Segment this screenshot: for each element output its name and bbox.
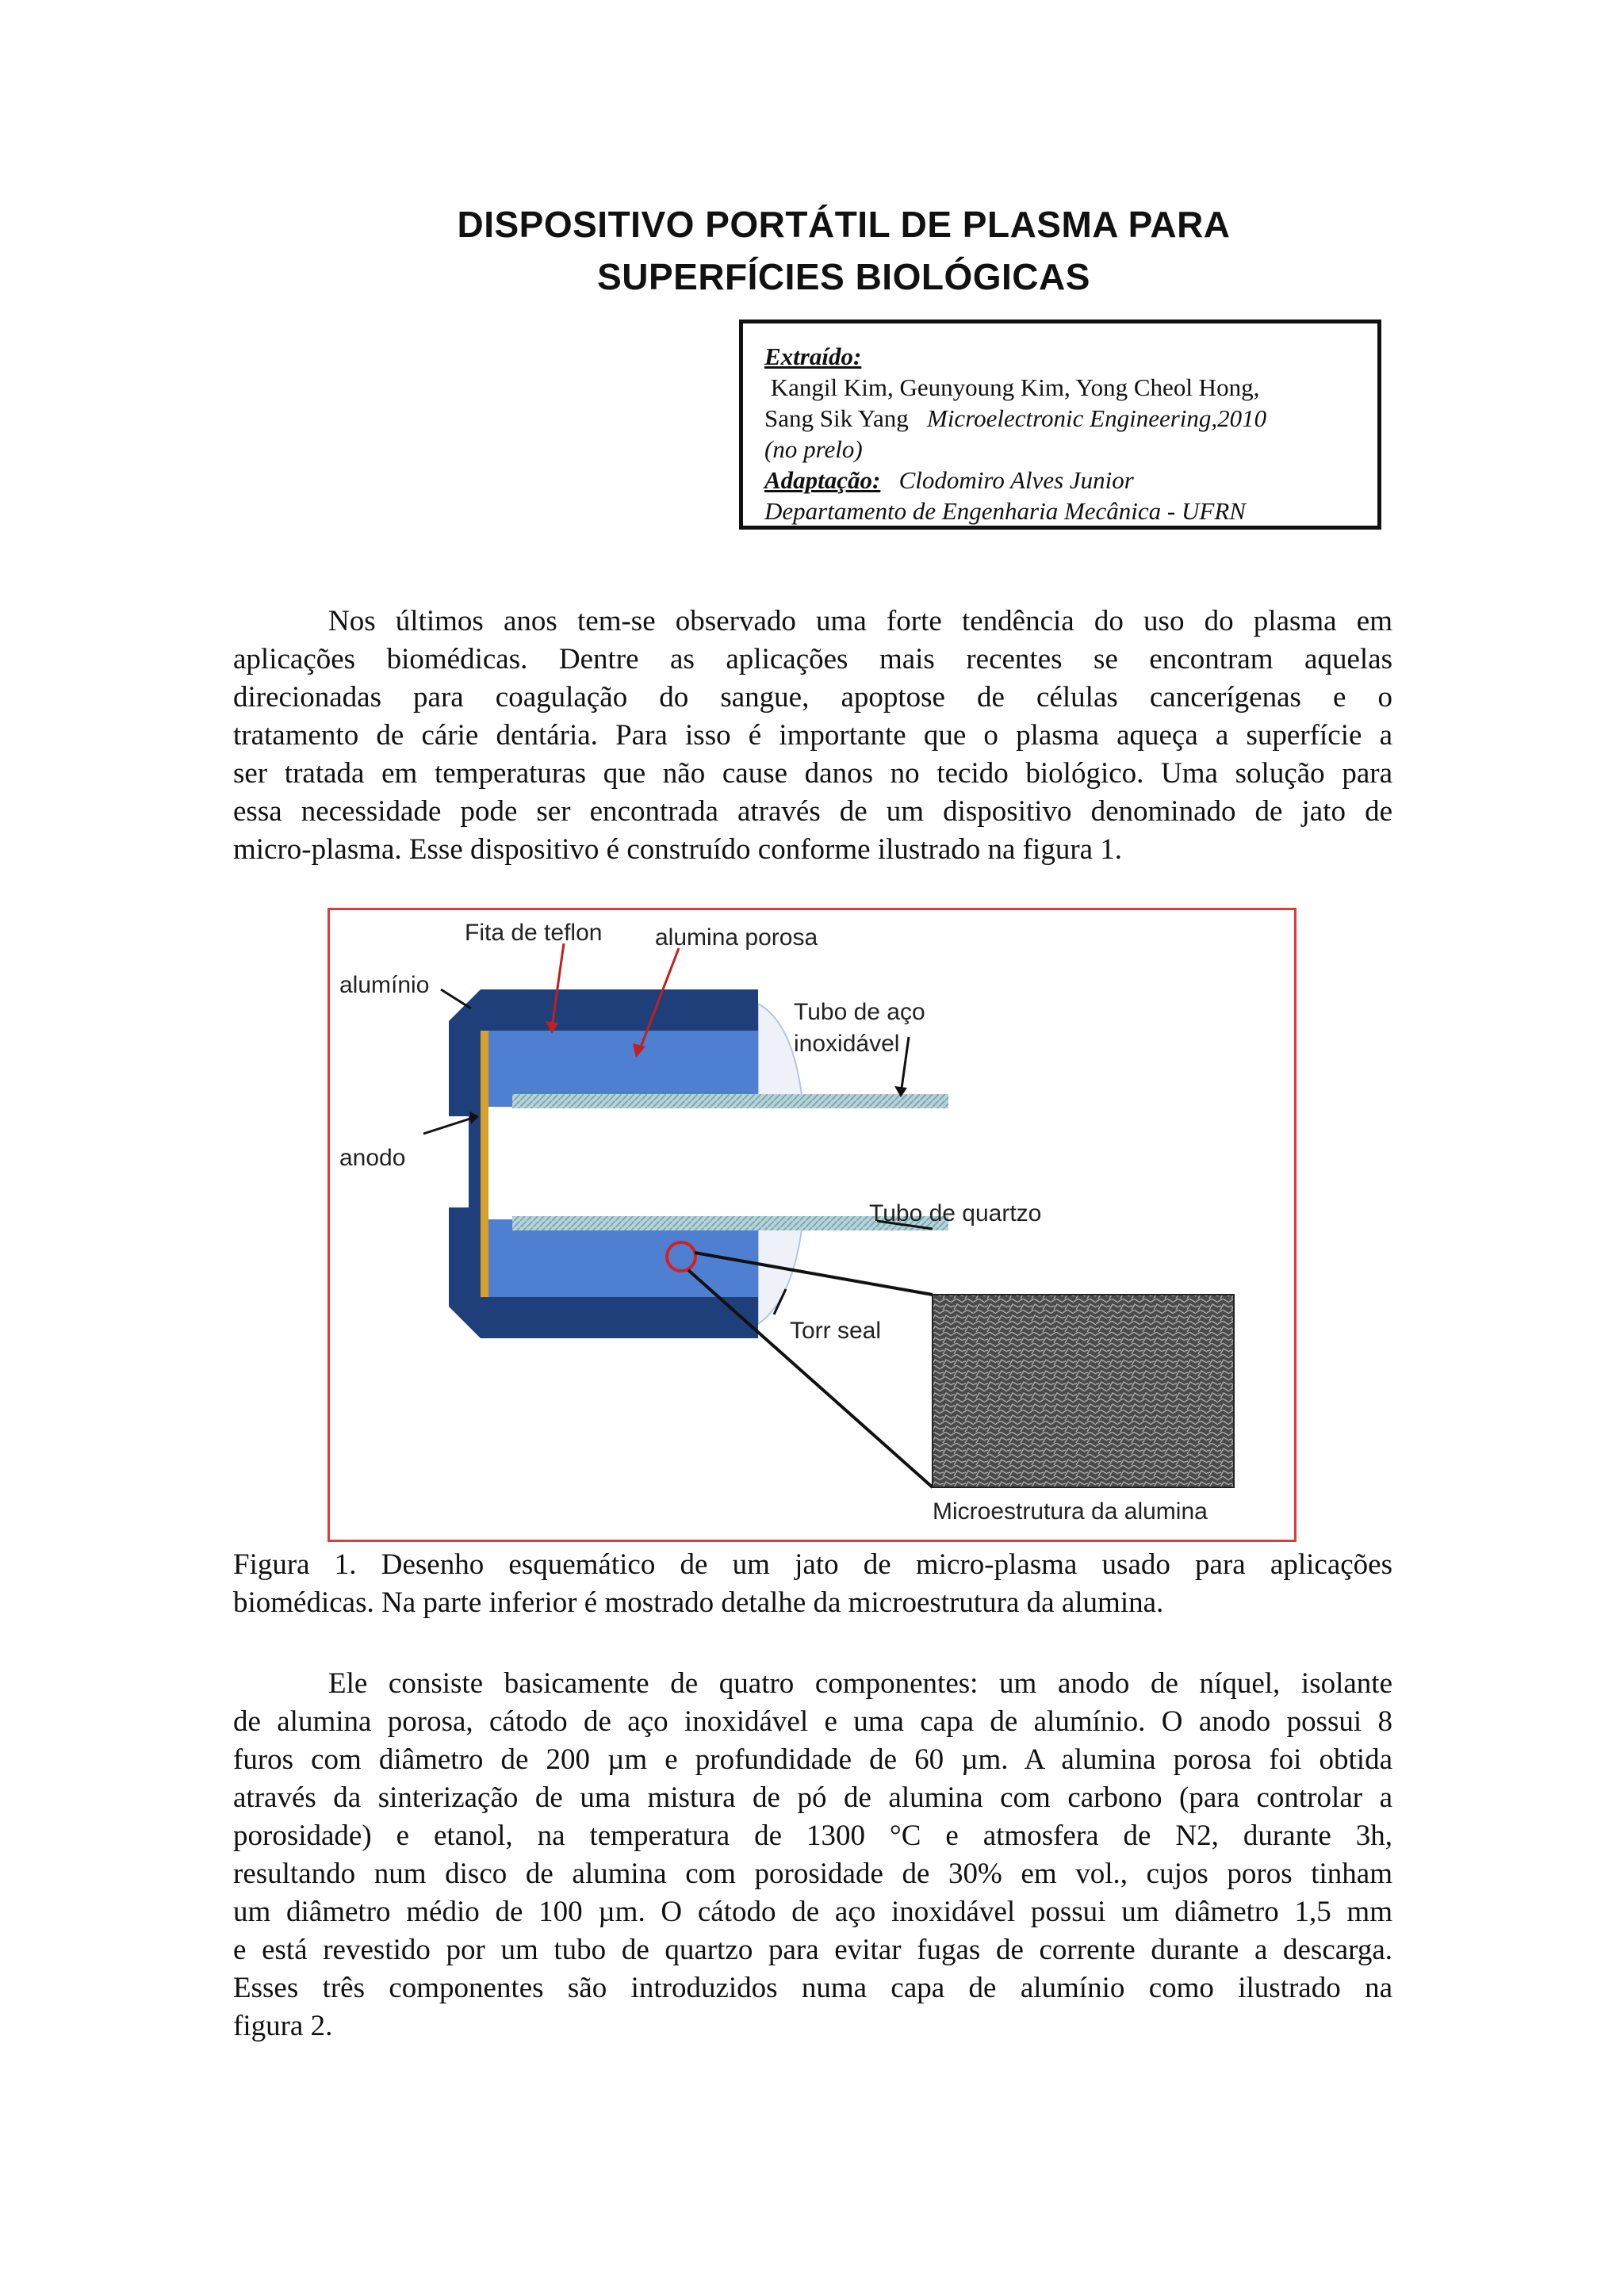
paragraph-line: furos com diâmetro de 200 µm e profundidade de 60 µm. A alumina porosa foi obtida xyxy=(233,1743,1392,1776)
journal-name: Microelectronic Engineering,2010 xyxy=(927,404,1267,432)
paragraph-line: resultando num disco de alumina com porosidade de 30% em vol., cujos poros tinham xyxy=(233,1858,1392,1890)
components-paragraph xyxy=(233,1665,1392,2045)
label-quartz-tube: Tubo de quartzo xyxy=(869,1200,1042,1226)
alumina-microstructure-image xyxy=(933,1295,1234,1487)
department: Departamento de Engenharia Mecânica - UFRN xyxy=(764,497,1246,525)
paragraph-line: figura 2. xyxy=(233,2010,333,2042)
paragraph-line: e está revestido por um tubo de quartzo para evitar fugas de corrente durante a descarga. xyxy=(233,1934,1392,1966)
label-aluminium: alumínio xyxy=(339,972,430,998)
adaptation-label: Adaptação: xyxy=(764,466,881,494)
page-title xyxy=(238,198,1450,303)
paragraph-line: de alumina porosa, cátodo de aço inoxidável e uma capa de alumínio. O anodo possui 8 xyxy=(233,1705,1392,1738)
paragraph-line: porosidade) e etanol, na temperatura de 1300 °C e atmosfera de N2, durante 3h, xyxy=(233,1820,1392,1852)
paragraph-line: Nos últimos anos tem-se observado uma forte tendência do uso do plasma em xyxy=(328,605,1392,637)
label-porous-alumina: alumina porosa xyxy=(655,924,818,951)
label-torr-seal: Torr seal xyxy=(790,1318,882,1344)
label-microstructure: Microestrutura da alumina xyxy=(933,1498,1208,1525)
paragraph-line: ser tratada em temperaturas que não cause danos no tecido biológico. Uma solução para xyxy=(233,757,1392,790)
label-steel-tube-1: Tubo de aço xyxy=(794,999,925,1025)
paragraph-line: Esses três componentes são introduzidos numa capa de alumínio como ilustrado na xyxy=(233,1972,1392,2004)
caption-line: biomédicas. Na parte inferior é mostrado detalhe da microestrutura da alumina. xyxy=(233,1586,1164,1619)
intro-paragraph xyxy=(233,603,1392,869)
figure-caption xyxy=(233,1546,1392,1622)
paragraph-line: um diâmetro médio de 100 µm. O cátodo de aço inoxidável possui um diâmetro 1,5 mm xyxy=(233,1896,1392,1928)
authors-line-1: Kangil Kim, Geunyoung Kim, Yong Cheol Hong, xyxy=(770,373,1260,401)
paragraph-line: micro-plasma. Esse dispositivo é construído conforme ilustrado na figura 1. xyxy=(233,833,1123,866)
paragraph-line: essa necessidade pode ser encontrada através de um dispositivo denominado de jato de xyxy=(233,795,1392,828)
paragraph-line: Ele consiste basicamente de quatro componentes: um anodo de níquel, isolante xyxy=(328,1667,1392,1700)
label-anode: anodo xyxy=(339,1145,406,1171)
caption-line: Figura 1. Desenho esquemático de um jato de micro-plasma usado para aplicações xyxy=(233,1548,1392,1581)
paragraph-line: através da sinterização de uma mistura de pó de alumina com carbono (para controlar a xyxy=(233,1781,1392,1814)
extracted-label: Extraído: xyxy=(764,342,862,370)
steel-tube-top xyxy=(512,1094,948,1108)
label-teflon-tape: Fita de teflon xyxy=(465,920,603,946)
paragraph-line: direcionadas para coagulação do sangue, apoptose de células cancerígenas e o xyxy=(233,681,1392,714)
source-citation-box xyxy=(739,320,1381,530)
figure-1-diagram xyxy=(327,908,1297,1542)
publication-status: (no prelo) xyxy=(764,435,863,463)
paragraph-line: tratamento de cárie dentária. Para isso é importante que o plasma aqueça a superfície a xyxy=(233,719,1392,752)
adapter-name: Clodomiro Alves Junior xyxy=(898,466,1134,494)
paragraph-line: aplicações biomédicas. Dentre as aplicações mais recentes se encontram aquelas xyxy=(233,643,1392,675)
label-steel-tube-2: inoxidável xyxy=(794,1031,900,1057)
title-line-2: SUPERFÍCIES BIOLÓGICAS xyxy=(597,256,1090,297)
title-line-1: DISPOSITIVO PORTÁTIL DE PLASMA PARA xyxy=(457,204,1231,245)
micro-plasma-jet-schematic xyxy=(330,910,1294,1540)
authors-line-2: Sang Sik Yang xyxy=(764,404,909,432)
anode-plate xyxy=(481,1031,488,1297)
